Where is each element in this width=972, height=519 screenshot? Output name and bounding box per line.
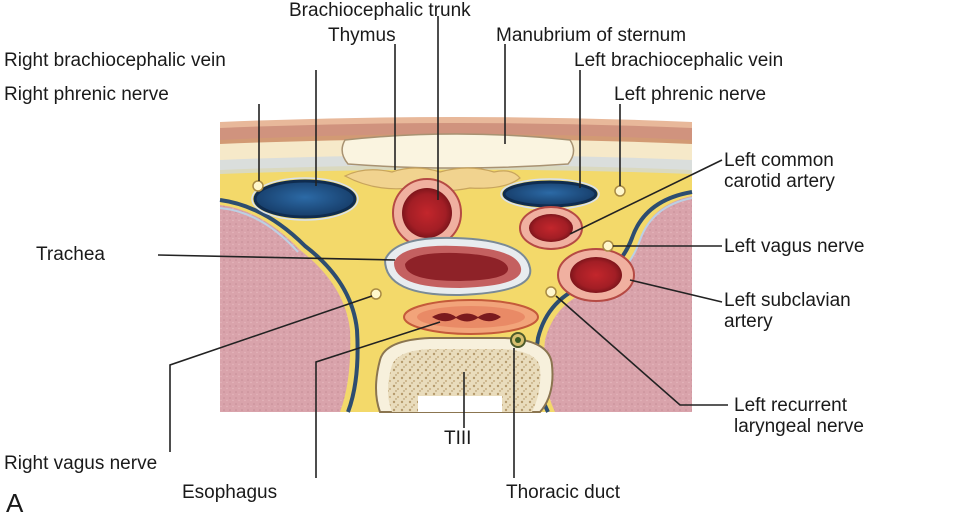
label-right-brachiocephalic-vein: Right brachiocephalic vein: [4, 50, 226, 71]
label-trachea: Trachea: [36, 244, 105, 265]
panel-label: A: [6, 488, 24, 518]
label-right-phrenic-nerve: Right phrenic nerve: [4, 84, 169, 105]
label-left-recurrent-line1: Left recurrent: [734, 395, 847, 416]
label-esophagus: Esophagus: [182, 482, 278, 503]
label-left-subclavian-line2: artery: [724, 311, 773, 332]
right-phrenic-nerve-dot: [253, 181, 263, 191]
label-manubrium: Manubrium of sternum: [496, 25, 687, 46]
left-phrenic-nerve-dot: [615, 186, 625, 196]
label-right-vagus-nerve: Right vagus nerve: [4, 453, 158, 474]
label-tiii: TIII: [444, 428, 472, 449]
right-brachiocephalic-vein: [255, 181, 355, 217]
label-left-recurrent-line2: laryngeal nerve: [734, 416, 864, 437]
label-left-brachiocephalic-vein: Left brachiocephalic vein: [574, 50, 784, 71]
label-left-common-carotid-line2: carotid artery: [724, 171, 835, 192]
right-vagus-nerve-dot: [371, 289, 381, 299]
manubrium-bone: [342, 134, 573, 168]
label-left-phrenic-nerve: Left phrenic nerve: [614, 84, 767, 105]
label-brachiocephalic-trunk: Brachiocephalic trunk: [289, 0, 471, 21]
left-brachiocephalic-vein: [504, 182, 596, 206]
label-thymus: Thymus: [328, 25, 396, 46]
left-recurrent-nerve-dot: [546, 287, 556, 297]
label-left-vagus-nerve: Left vagus nerve: [724, 236, 865, 257]
label-thoracic-duct: Thoracic duct: [506, 482, 621, 503]
left-vagus-nerve-dot: [603, 241, 613, 251]
label-left-common-carotid-line1: Left common: [724, 150, 834, 171]
label-left-subclavian-line1: Left subclavian: [724, 290, 851, 311]
